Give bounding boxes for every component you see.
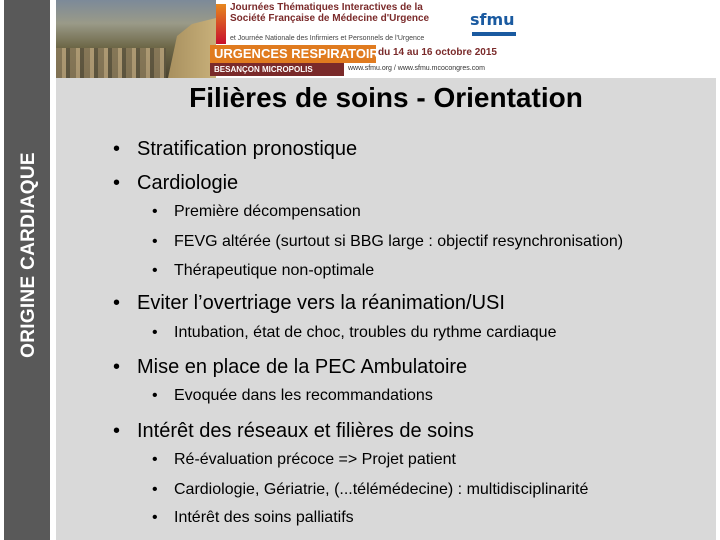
bullet-item	[113, 356, 467, 379]
bullet-text: Intubation, état de choc, troubles du rythme cardiaque	[174, 324, 557, 341]
banner-websites: www.sfmu.org / www.sfmu.mcocongres.com	[348, 65, 485, 72]
bullet-marker: •	[113, 356, 121, 378]
banner-city: BESANÇON MICROPOLIS	[210, 63, 344, 76]
bullet-marker: •	[152, 233, 158, 250]
bullet-marker: •	[113, 138, 121, 160]
bullet-item	[113, 172, 238, 195]
bullet-marker: •	[152, 324, 158, 341]
bullet-text: Eviter l’overtriage vers la réanimation/USI	[137, 292, 505, 314]
bullet-marker: •	[113, 292, 121, 314]
bullet-text: Intérêt des soins palliatifs	[174, 509, 354, 526]
bullet-marker: •	[113, 420, 121, 442]
sub-bullet-item	[152, 262, 374, 280]
bullet-marker: •	[152, 387, 158, 404]
bullet-item	[113, 292, 505, 315]
bullet-text: Ré-évaluation précoce => Projet patient	[174, 451, 456, 468]
bullet-text: Evoquée dans les recommandations	[174, 387, 433, 404]
sub-bullet-item	[152, 509, 354, 527]
sub-bullet-item	[152, 451, 456, 469]
bullet-text: Thérapeutique non-optimale	[174, 262, 375, 279]
bullet-marker: •	[152, 262, 158, 279]
banner-title-line-2: Société Française de Médecine d'Urgence	[230, 13, 430, 24]
banner-subtitle: et Journée Nationale des Infirmiers et Personnels de l'Urgence	[230, 35, 425, 42]
bullet-marker: •	[152, 203, 158, 220]
sub-bullet-item	[152, 387, 433, 405]
banner-title-line-1: Journées Thématiques Interactives de la	[230, 2, 423, 13]
sub-bullet-item	[152, 203, 361, 221]
bullet-item	[113, 138, 357, 161]
sub-bullet-item	[152, 233, 623, 251]
bullet-marker: •	[113, 172, 121, 194]
sidebar-label: ORIGINE CARDIAQUE	[18, 152, 39, 358]
bullet-text: FEVG altérée (surtout si BBG large : objectif resynchronisation)	[174, 233, 624, 250]
bullet-text: Première décompensation	[174, 203, 361, 220]
bullet-marker: •	[152, 509, 158, 526]
bullet-marker: •	[152, 481, 158, 498]
bullet-text: Cardiologie, Gériatrie, (...télémédecine) : multidisciplinarité	[174, 481, 589, 498]
bullet-text: Mise en place de la PEC Ambulatoire	[137, 356, 468, 378]
bullet-text: Stratification pronostique	[137, 138, 358, 160]
bullet-marker: •	[152, 451, 158, 468]
sfmu-logo-text: sfmu	[470, 10, 515, 29]
slide-title: Filières de soins - Orientation	[189, 82, 583, 113]
bullet-text: Intérêt des réseaux et filières de soins	[137, 420, 474, 442]
bullet-text: Cardiologie	[137, 172, 239, 194]
sub-bullet-item	[152, 324, 556, 342]
bullet-item	[113, 420, 474, 443]
banner-event: URGENCES RESPIRATOIRES	[210, 45, 376, 63]
banner-dates: du 14 au 16 octobre 2015	[378, 47, 497, 58]
sub-bullet-item	[152, 481, 588, 499]
